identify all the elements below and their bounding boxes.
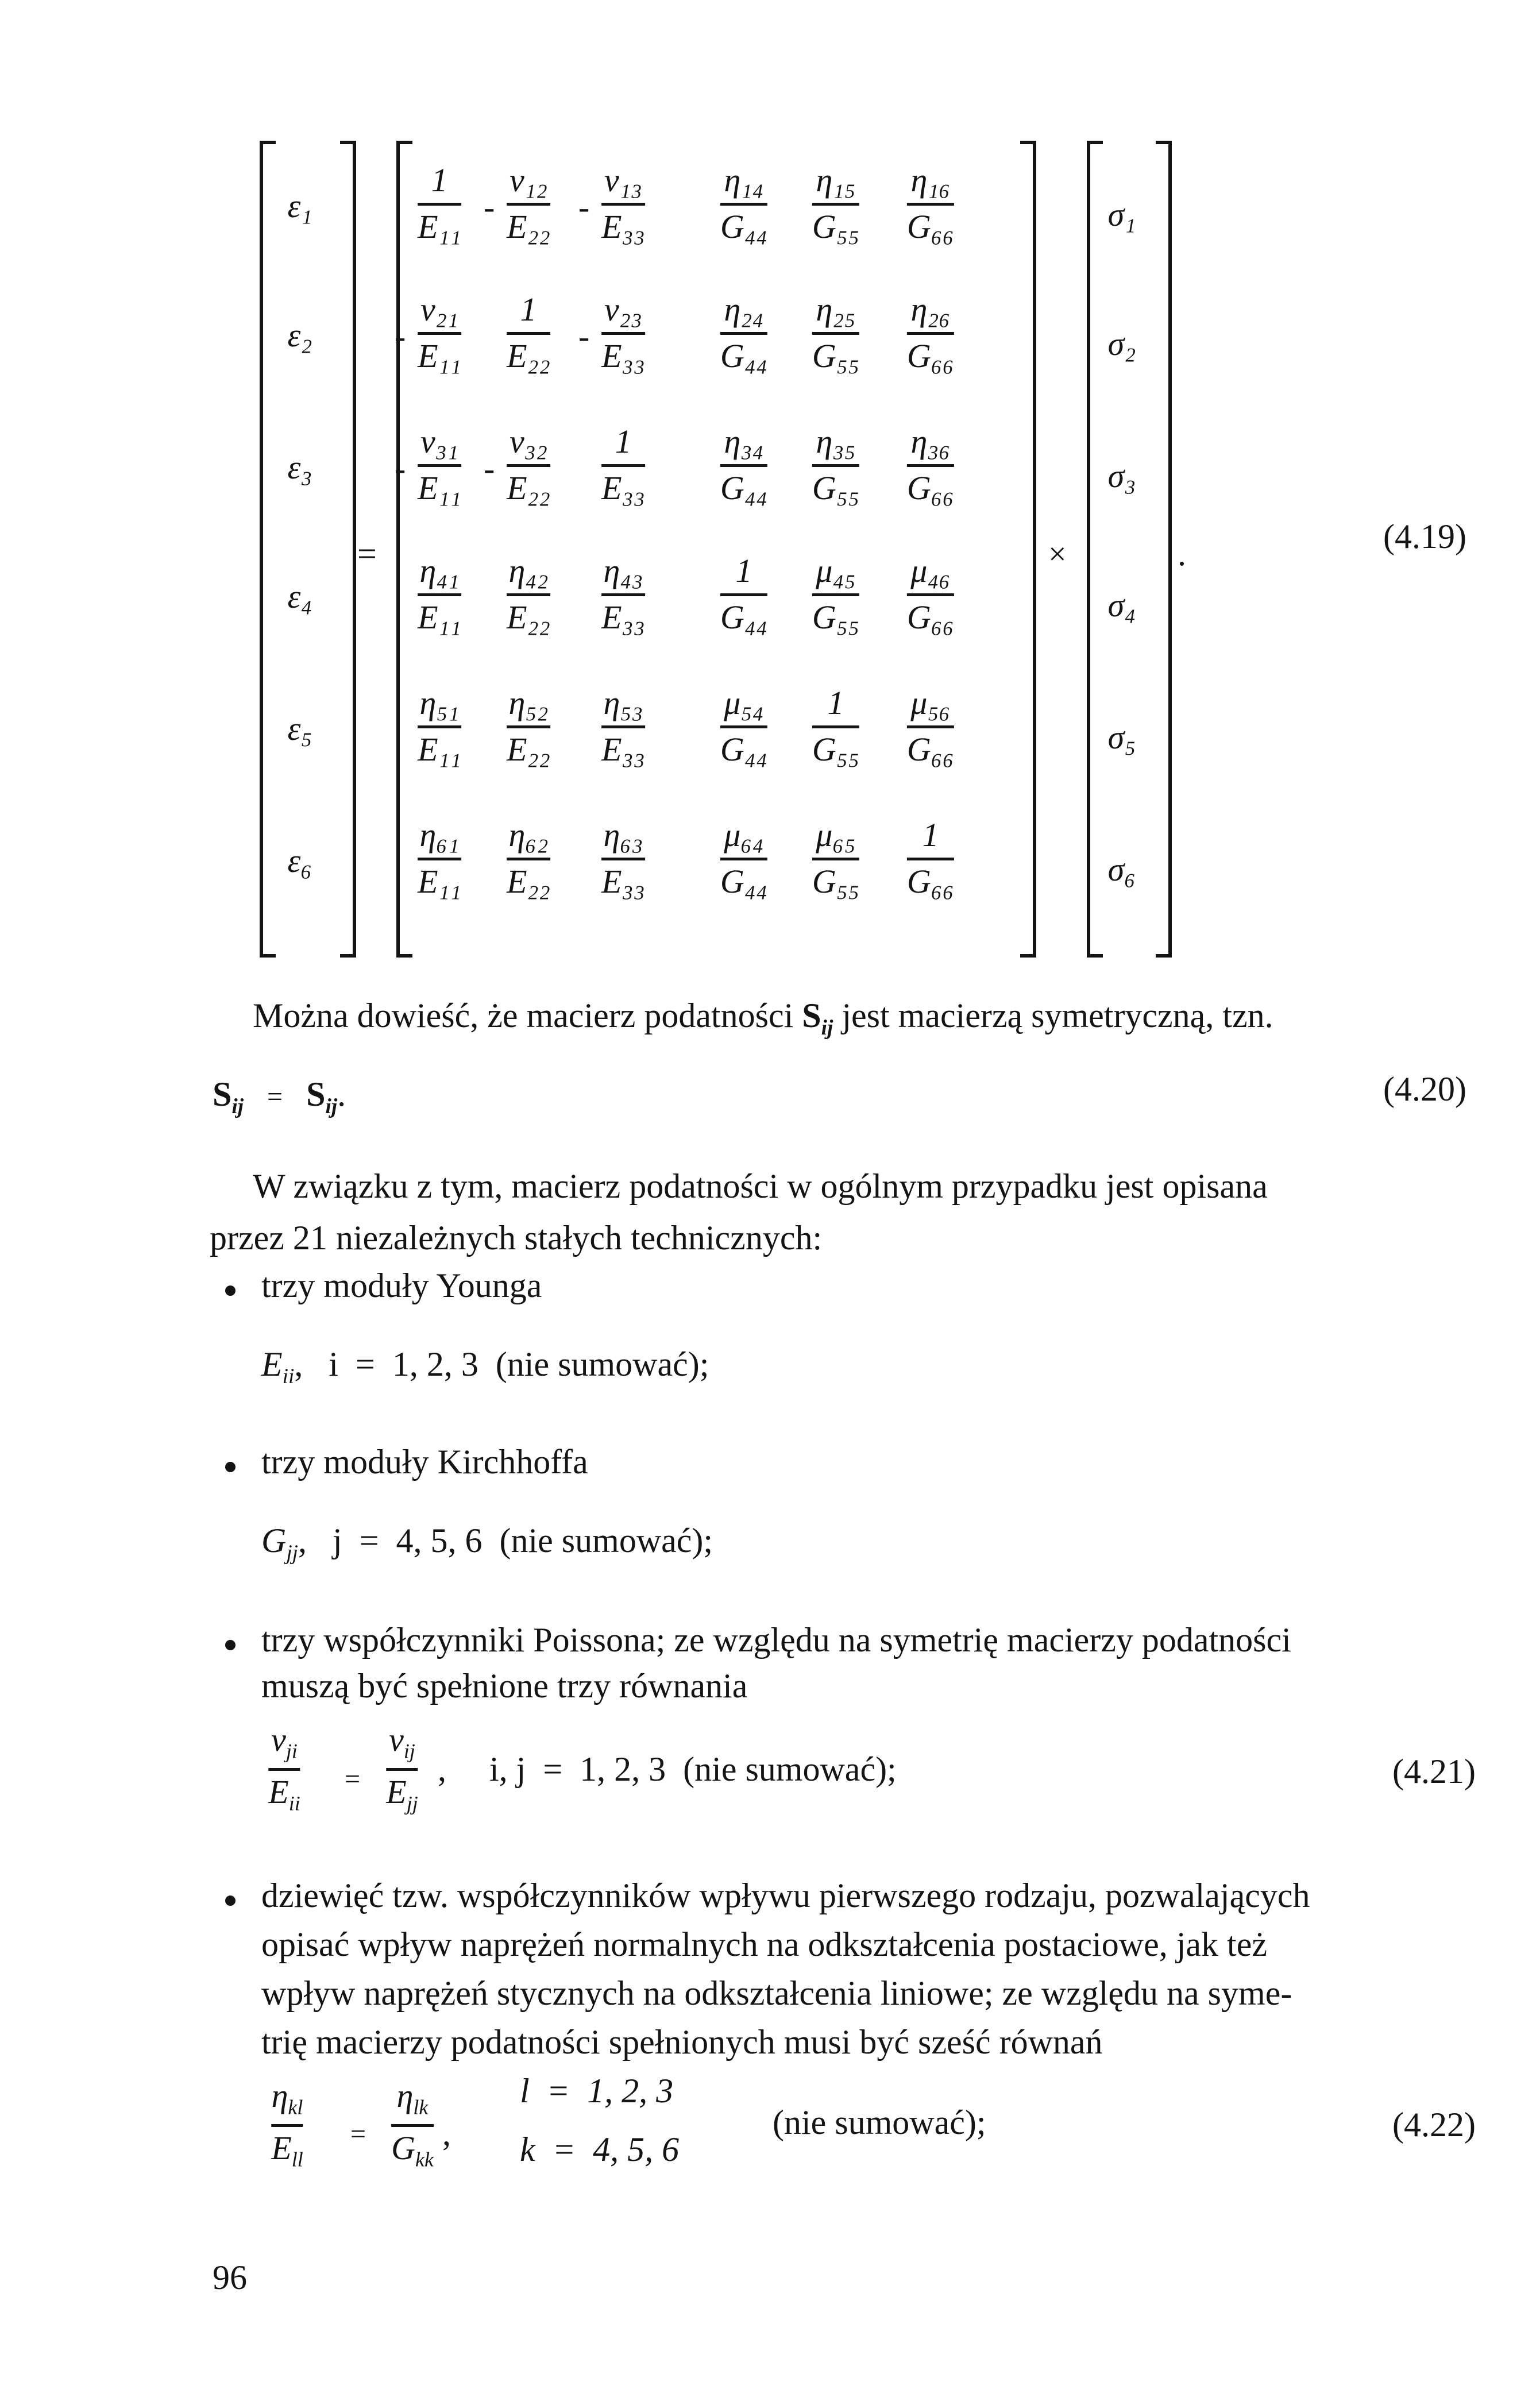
- bullet-4-line1: dziewięć tzw. współczynników wpływu pierwszego rodzaju, pozwalających: [261, 1877, 1310, 1914]
- minus-sign: -: [578, 188, 590, 226]
- minus-sign: -: [395, 318, 406, 355]
- stress-component: σ₂: [1107, 325, 1136, 362]
- strain-component: ε₁: [287, 187, 312, 225]
- matrix-entry: η₅₃ E₃₃: [601, 684, 645, 768]
- bullet-2-text: trzy moduły Kirchhoffa: [261, 1443, 588, 1481]
- matrix-entry: η₂₆ G₆₆: [906, 291, 955, 375]
- strain-component: ε₄: [287, 578, 312, 615]
- equation-period: .: [1178, 535, 1186, 573]
- matrix-entry: η₁₆ G₆₆: [906, 161, 955, 245]
- matrix-entry: μ₆₄ G₄₄: [720, 816, 768, 900]
- matrix-entry: η₅₂ E₂₂: [507, 684, 550, 768]
- matrix-entry: η₆₁ E₁₁: [418, 816, 461, 900]
- eq421-condition: , i, j = 1, 2, 3 (nie sumować);: [438, 1750, 897, 1788]
- eq422-comma: ,: [442, 2114, 451, 2152]
- equation-number-4-20: (4.20): [1383, 1070, 1466, 1108]
- bullet-4-line4: trię macierzy podatności spełnionych musi być sześć równań: [261, 2023, 1103, 2061]
- bullet-3-line1: trzy współczynniki Poissona; ze względu na symetrię macierzy podatności: [261, 1621, 1291, 1659]
- matrix-entry: ν₁₂ E₂₂: [507, 161, 550, 245]
- eq420-lhs: $S_{ij}$: [213, 1075, 244, 1119]
- eq421-lhs-fraction: $\nu_{ji}$ $E_{ii}$: [268, 1721, 300, 1815]
- matrix-entry: η₄₃ E₃₃: [601, 552, 645, 636]
- strain-bracket-left: [260, 141, 276, 958]
- matrix-entry: ν₂₁ E₁₁: [418, 291, 461, 375]
- matrix-entry: ν₂₃ E₃₃: [601, 291, 645, 375]
- matrix-entry: 1 G₆₆: [906, 816, 955, 900]
- equation-number-4-22: (4.22): [1392, 2106, 1476, 2144]
- bullet-4-line2: opisać wpływ naprężeń normalnych na odkształcenia postaciowe, jak też: [261, 1925, 1267, 1963]
- times-sign: ×: [1048, 536, 1067, 572]
- eq422-equals: =: [350, 2119, 366, 2149]
- matrix-entry: ν₃₁ E₁₁: [418, 423, 461, 507]
- stress-bracket-right: [1156, 141, 1172, 958]
- eq420-rhs: $S_{ij}$: [306, 1075, 338, 1119]
- matrix-entry: 1 E₃₃: [601, 423, 645, 507]
- bullet-point-4: [225, 1896, 236, 1906]
- matrix-bracket-right: [1020, 141, 1036, 958]
- minus-sign: -: [484, 450, 495, 487]
- matrix-entry: η₆₃ E₃₃: [601, 816, 645, 900]
- bullet-point-3: [225, 1640, 236, 1650]
- stress-bracket-left: [1087, 141, 1103, 958]
- matrix-entry: η₃₆ G₆₆: [906, 423, 955, 507]
- matrix-entry: 1 G₄₄: [720, 552, 768, 636]
- equals-sign: =: [357, 535, 377, 573]
- bullet-2-formula: $G_{jj}$, j = 4, 5, 6 (nie sumować);: [261, 1522, 713, 1565]
- matrix-entry: μ₅₆ G₆₆: [906, 684, 955, 768]
- stress-component: σ₆: [1107, 851, 1136, 888]
- matrix-entry: η₃₄ G₄₄: [720, 423, 768, 507]
- matrix-entry: ν₁₃ E₃₃: [601, 161, 645, 245]
- paragraph-constants-line2: przez 21 niezależnych stałych technicznych:: [210, 1219, 823, 1257]
- stress-component: σ₁: [1107, 196, 1136, 233]
- strain-component: ε₆: [287, 842, 312, 879]
- bullet-3-line2: muszą być spełnione trzy równania: [261, 1667, 748, 1705]
- paragraph-symmetric-before: Można dowieść, że macierz podatności: [253, 997, 802, 1034]
- matrix-entry: η₁₄ G₄₄: [720, 161, 768, 245]
- matrix-entry: 1 G₅₅: [812, 684, 860, 768]
- minus-sign: -: [395, 450, 406, 487]
- bullet-point-1: [225, 1286, 236, 1296]
- matrix-entry: η₂₅ G₅₅: [812, 291, 860, 375]
- matrix-entry: η₂₄ G₄₄: [720, 291, 768, 375]
- matrix-entry: μ₆₅ G₅₅: [812, 816, 860, 900]
- matrix-entry: ν₃₂ E₂₂: [507, 423, 550, 507]
- matrix-entry: μ₅₄ G₄₄: [720, 684, 768, 768]
- matrix-bracket-left: [396, 141, 412, 958]
- stress-component: σ₃: [1107, 457, 1136, 495]
- paragraph-constants-line1: W związku z tym, macierz podatności w ogólnym przypadku jest opisana: [253, 1167, 1268, 1205]
- equation-4-20: $S_{ij} = S_{ij}$.: [213, 1075, 346, 1119]
- matrix-symbol-s: $S_{ij}$: [802, 997, 833, 1040]
- bullet-1-formula: $E_{ii}$, i = 1, 2, 3 (nie sumować);: [261, 1345, 709, 1389]
- eq422-condition-2: k = 4, 5, 6: [520, 2130, 680, 2168]
- matrix-entry: 1 E₂₂: [507, 291, 550, 375]
- eq422-condition-1: l = 1, 2, 3: [520, 2072, 674, 2110]
- eq422-lhs-fraction: $\eta_{kl}$ $E_{ll}$: [271, 2077, 303, 2171]
- matrix-entry: μ₄₆ G₆₆: [906, 552, 955, 636]
- matrix-entry: η₄₁ E₁₁: [418, 552, 461, 636]
- strain-component: ε₅: [287, 710, 312, 747]
- equation-number-4-19: (4.19): [1383, 518, 1466, 555]
- stress-component: σ₄: [1107, 586, 1136, 624]
- paragraph-symmetric-after: jest macierzą symetryczną, tzn.: [833, 997, 1273, 1034]
- bullet-point-2: [225, 1462, 236, 1472]
- eq422-rhs-fraction: $\eta_{lk}$ $G_{kk}$: [391, 2077, 434, 2171]
- equation-number-4-21: (4.21): [1392, 1752, 1476, 1790]
- bullet-4-line3: wpływ naprężeń stycznych na odkształcenia liniowe; ze względu na syme-: [261, 1974, 1292, 2012]
- minus-sign: -: [484, 188, 495, 226]
- paragraph-symmetric: [253, 998, 1273, 1039]
- eq421-equals: =: [345, 1764, 361, 1794]
- bullet-1-text: trzy moduły Younga: [261, 1267, 542, 1304]
- minus-sign: -: [578, 318, 590, 355]
- strain-component: ε₂: [287, 316, 312, 354]
- matrix-entry: η₄₂ E₂₂: [507, 552, 550, 636]
- matrix-entry: 1 E₁₁: [418, 161, 461, 245]
- matrix-entry: μ₄₅ G₅₅: [812, 552, 860, 636]
- page-number: 96: [213, 2259, 247, 2296]
- matrix-entry: η₆₂ E₂₂: [507, 816, 550, 900]
- eq422-note: (nie sumować);: [773, 2103, 986, 2141]
- matrix-entry: η₅₁ E₁₁: [418, 684, 461, 768]
- matrix-entry: η₁₅ G₅₅: [812, 161, 860, 245]
- eq421-rhs-fraction: $\nu_{ij}$ $E_{jj}$: [386, 1721, 418, 1815]
- stress-component: σ₅: [1107, 719, 1136, 756]
- eq420-equals: =: [267, 1082, 283, 1112]
- strain-bracket-right: [340, 141, 356, 958]
- strain-component: ε₃: [287, 449, 312, 486]
- matrix-entry: η₃₅ G₅₅: [812, 423, 860, 507]
